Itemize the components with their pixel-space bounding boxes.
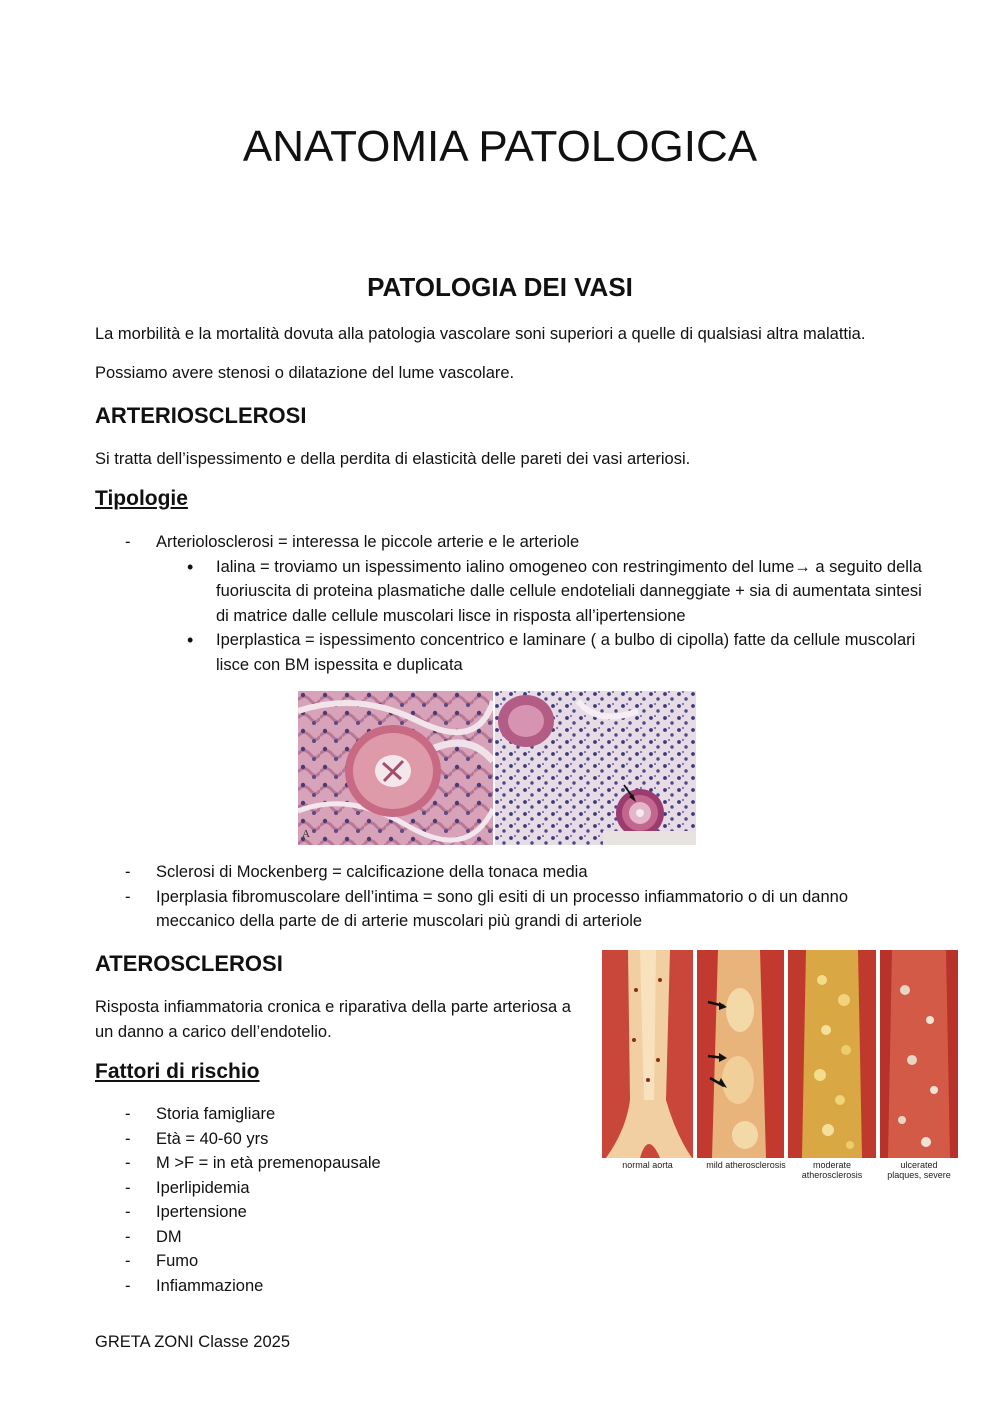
intro-paragraph-2: Possiamo avere stenosi o dilatazione del lume vascolare.	[95, 364, 515, 382]
list-item: - Arteriolosclerosi = interessa le piccole arterie e le arteriole	[95, 530, 925, 555]
list-item: • Iperplastica = ispessimento concentrico e laminare ( a bulbo di cipolla) fatte da cellule muscolari lisce con BM ispessita e duplicata	[95, 628, 925, 677]
footer-author: GRETA ZONI Classe 2025	[95, 1333, 291, 1351]
caption-mild-atherosclerosis: mild atherosclerosis	[706, 1160, 786, 1170]
list-item: - Iperplasia fibromuscolare dell’intima = sono gli esiti di un processo infiammatorio o di un danno meccanico della parte de di arterie muscolari più grandi di arteriole	[95, 885, 925, 934]
aorta-figure	[600, 950, 960, 1185]
list-item: - Ipertensione	[95, 1200, 575, 1225]
aterosclerosi-definition: Risposta infiammatoria cronica e riparativa della parte arteriosa a un danno a carico dell’endotelio.	[95, 998, 571, 1041]
list-item: - Sclerosi di Mockenberg = calcificazione della tonaca media	[95, 860, 925, 885]
figure-panel-label: A	[302, 828, 310, 840]
section-title: PATOLOGIA DEI VASI	[367, 272, 633, 302]
caption-moderate-atherosclerosis: moderate atherosclerosis	[801, 1160, 863, 1180]
histology-figure	[298, 691, 696, 845]
list-item: - Iperlipidemia	[95, 1176, 575, 1201]
tipologie-heading: Tipologie	[95, 487, 188, 510]
fattori-rischio-heading: Fattori di rischio	[95, 1060, 260, 1083]
list-item: - Infiammazione	[95, 1274, 575, 1299]
arteriosclerosi-heading: ARTERIOSCLEROSI	[95, 403, 307, 428]
caption-severe-plaques: ulcerated plaques, severe	[887, 1160, 951, 1180]
list-item: - M >F = in età premenopausale	[95, 1151, 575, 1176]
list-item: - Fumo	[95, 1249, 575, 1274]
tipologie-list-bottom	[95, 860, 925, 934]
list-item: - Storia famigliare	[95, 1102, 575, 1127]
list-item: - DM	[95, 1225, 575, 1250]
arteriosclerosi-definition: Si tratta dell’ispessimento e della perdita di elasticità delle pareti dei vasi arteriosi.	[95, 450, 691, 468]
fattori-rischio-list	[95, 1102, 575, 1298]
tipologie-list-top	[95, 530, 925, 677]
caption-normal-aorta: normal aorta	[622, 1160, 673, 1170]
aterosclerosi-heading: ATEROSCLEROSI	[95, 951, 283, 976]
list-item: - Età = 40-60 yrs	[95, 1127, 575, 1152]
list-item: • Ialina = troviamo un ispessimento ialino omogeneo con restringimento del lume→ a seguito della fuoriuscita di proteina plasmatiche dalle cellule endoteliali danneggiate + sia di aumentata sintesi di matrice dalle cellule muscolari lisce in risposta all’ipertensione	[95, 555, 925, 629]
document-title: ANATOMIA PATOLOGICA	[242, 122, 758, 171]
intro-paragraph-1: La morbilità e la mortalità dovuta alla patologia vascolare soni superiori a quelle di qualsiasi altra malattia.	[95, 325, 866, 343]
aorta-photos	[600, 950, 960, 1160]
